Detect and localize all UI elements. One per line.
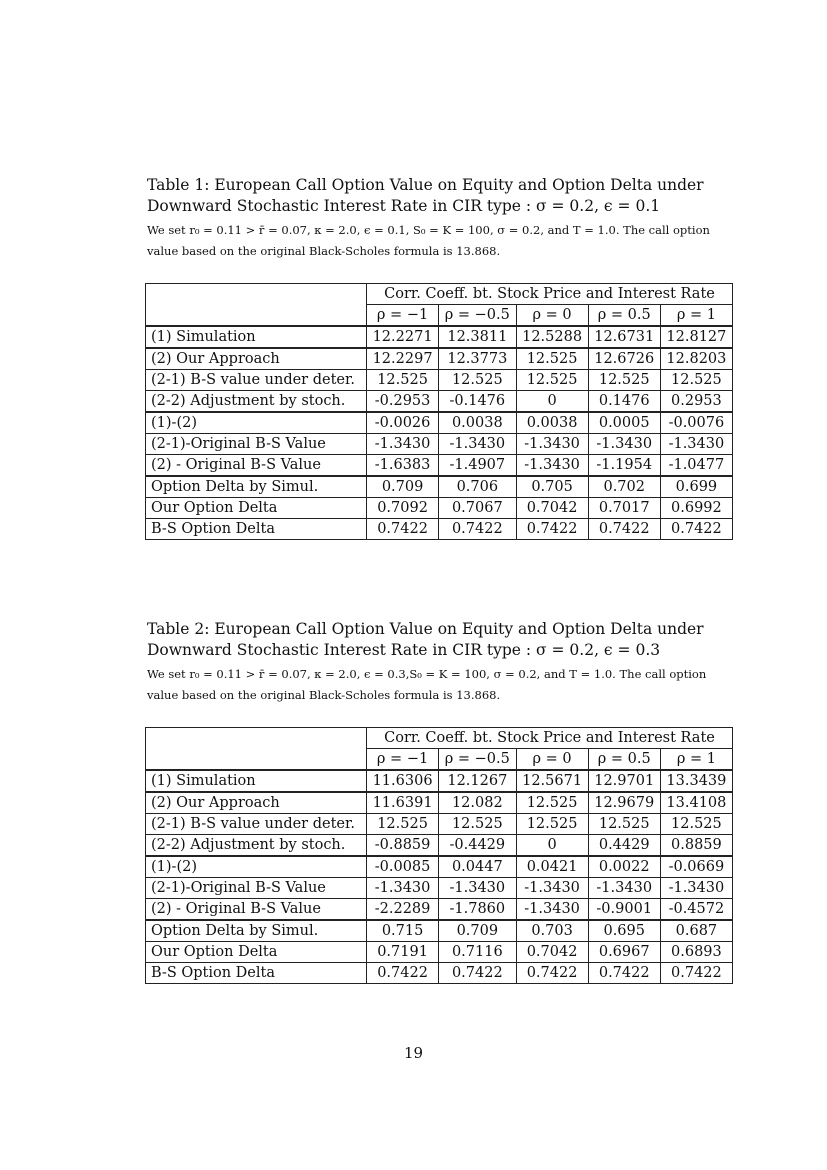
table-2-caption xyxy=(147,619,732,706)
row-label: (2-1) B-S value under deter. xyxy=(146,370,367,391)
table-row xyxy=(146,498,733,519)
value-cell: 12.6731 xyxy=(588,326,660,348)
table-row xyxy=(146,455,733,477)
value-cell: 11.6391 xyxy=(367,792,439,814)
value-cell: 0.7116 xyxy=(439,942,516,963)
value-cell: 0.705 xyxy=(516,476,588,498)
value-cell: 0.0005 xyxy=(588,412,660,434)
value-cell: 13.3439 xyxy=(660,770,732,792)
column-header: ρ = 1 xyxy=(660,305,732,327)
value-cell: -1.6383 xyxy=(367,455,439,477)
group-header: Corr. Coeff. bt. Stock Price and Interest Rate xyxy=(367,284,733,305)
value-cell: -1.7860 xyxy=(439,899,516,921)
value-cell: 12.2271 xyxy=(367,326,439,348)
value-cell: 12.8127 xyxy=(660,326,732,348)
value-cell: 0.7422 xyxy=(439,519,516,540)
value-cell: -1.3430 xyxy=(439,434,516,455)
value-cell: 0.7191 xyxy=(367,942,439,963)
header-empty-cell xyxy=(146,284,367,327)
value-cell: 0.0022 xyxy=(588,856,660,878)
value-cell: 0.7017 xyxy=(588,498,660,519)
value-cell: 0 xyxy=(516,835,588,857)
row-label: Our Option Delta xyxy=(146,942,367,963)
table-row xyxy=(146,963,733,984)
value-cell: -0.0085 xyxy=(367,856,439,878)
value-cell: 0.0421 xyxy=(516,856,588,878)
row-label: Our Option Delta xyxy=(146,498,367,519)
value-cell: 12.525 xyxy=(660,370,732,391)
row-label: (2) - Original B-S Value xyxy=(146,899,367,921)
value-cell: -1.3430 xyxy=(660,878,732,899)
value-cell: 0.7422 xyxy=(660,519,732,540)
table-row xyxy=(146,348,733,370)
value-cell: -0.0669 xyxy=(660,856,732,878)
value-cell: 0.2953 xyxy=(660,391,732,413)
value-cell: 11.6306 xyxy=(367,770,439,792)
value-cell: 12.525 xyxy=(367,814,439,835)
value-cell: 0.709 xyxy=(367,476,439,498)
value-cell: -0.8859 xyxy=(367,835,439,857)
table-row xyxy=(146,391,733,413)
table-row xyxy=(146,326,733,348)
value-cell: 0.7067 xyxy=(439,498,516,519)
column-header: ρ = 0 xyxy=(516,305,588,327)
value-cell: 12.3773 xyxy=(439,348,516,370)
value-cell: 12.525 xyxy=(660,814,732,835)
value-cell: -1.3430 xyxy=(660,434,732,455)
value-cell: 0.7042 xyxy=(516,498,588,519)
row-label: (2) - Original B-S Value xyxy=(146,455,367,477)
row-label: (1) Simulation xyxy=(146,770,367,792)
table-row xyxy=(146,920,733,942)
value-cell: 12.5288 xyxy=(516,326,588,348)
value-cell: 12.3811 xyxy=(439,326,516,348)
row-label: Option Delta by Simul. xyxy=(146,476,367,498)
row-label: (1)-(2) xyxy=(146,856,367,878)
value-cell: -2.2289 xyxy=(367,899,439,921)
value-cell: 12.2297 xyxy=(367,348,439,370)
value-cell: 12.9701 xyxy=(588,770,660,792)
value-cell: -1.4907 xyxy=(439,455,516,477)
value-cell: -0.9001 xyxy=(588,899,660,921)
table-1 xyxy=(145,283,733,540)
value-cell: -1.3430 xyxy=(588,434,660,455)
column-header: ρ = −1 xyxy=(367,305,439,327)
value-cell: -0.0076 xyxy=(660,412,732,434)
column-header: ρ = 0.5 xyxy=(588,749,660,771)
value-cell: 0.7422 xyxy=(588,519,660,540)
row-label: (2-1)-Original B-S Value xyxy=(146,878,367,899)
table-row xyxy=(146,856,733,878)
value-cell: -1.1954 xyxy=(588,455,660,477)
table-header-row xyxy=(146,284,733,305)
value-cell: 0.7422 xyxy=(516,519,588,540)
table-header-row xyxy=(146,728,733,749)
value-cell: -1.3430 xyxy=(367,878,439,899)
value-cell: 0.7422 xyxy=(367,519,439,540)
value-cell: 12.082 xyxy=(439,792,516,814)
value-cell: 12.1267 xyxy=(439,770,516,792)
value-cell: -0.1476 xyxy=(439,391,516,413)
value-cell: 12.525 xyxy=(516,370,588,391)
value-cell: 0.715 xyxy=(367,920,439,942)
value-cell: 12.525 xyxy=(516,814,588,835)
column-header: ρ = 1 xyxy=(660,749,732,771)
value-cell: -0.4572 xyxy=(660,899,732,921)
table-row xyxy=(146,899,733,921)
table-row xyxy=(146,942,733,963)
table-row xyxy=(146,878,733,899)
value-cell: 0.4429 xyxy=(588,835,660,857)
value-cell: 0.709 xyxy=(439,920,516,942)
value-cell: -1.3430 xyxy=(516,878,588,899)
value-cell: 12.525 xyxy=(516,792,588,814)
value-cell: 0.699 xyxy=(660,476,732,498)
table-2-title: Table 2: European Call Option Value on Equity and Option Delta under Downward Stochastic Interest Rate in CIR type : σ = 0.2, ϵ = 0.3 xyxy=(147,620,704,659)
value-cell: 0.695 xyxy=(588,920,660,942)
value-cell: 0.7422 xyxy=(660,963,732,984)
value-cell: 0.0447 xyxy=(439,856,516,878)
table-row xyxy=(146,370,733,391)
table-1-caption xyxy=(147,175,732,262)
column-header: ρ = 0.5 xyxy=(588,305,660,327)
row-label: (1)-(2) xyxy=(146,412,367,434)
value-cell: 0.7042 xyxy=(516,942,588,963)
row-label: (1) Simulation xyxy=(146,326,367,348)
value-cell: 0.7422 xyxy=(367,963,439,984)
table-row xyxy=(146,519,733,540)
value-cell: 12.525 xyxy=(588,814,660,835)
value-cell: 0 xyxy=(516,391,588,413)
value-cell: 12.525 xyxy=(439,814,516,835)
value-cell: 0.7422 xyxy=(439,963,516,984)
page-number: 19 xyxy=(403,1044,424,1062)
group-header: Corr. Coeff. bt. Stock Price and Interest Rate xyxy=(367,728,733,749)
value-cell: 12.525 xyxy=(439,370,516,391)
value-cell: 0.0038 xyxy=(516,412,588,434)
value-cell: 12.525 xyxy=(588,370,660,391)
row-label: B-S Option Delta xyxy=(146,963,367,984)
row-label: (2-2) Adjustment by stoch. xyxy=(146,391,367,413)
value-cell: 12.525 xyxy=(516,348,588,370)
value-cell: -1.3430 xyxy=(588,878,660,899)
value-cell: 0.6992 xyxy=(660,498,732,519)
value-cell: 0.702 xyxy=(588,476,660,498)
column-header: ρ = −0.5 xyxy=(439,305,516,327)
value-cell: 0.706 xyxy=(439,476,516,498)
row-label: Option Delta by Simul. xyxy=(146,920,367,942)
table-row xyxy=(146,412,733,434)
table-2-note: We set r₀ = 0.11 > r̄ = 0.07, κ = 2.0, ϵ = 0.3,S₀ = K = 100, σ = 0.2, and T = 1.0. The call option value based on the original Black-Scholes formula is 13.868. xyxy=(147,667,707,702)
value-cell: 0.8859 xyxy=(660,835,732,857)
row-label: (2-2) Adjustment by stoch. xyxy=(146,835,367,857)
row-label: B-S Option Delta xyxy=(146,519,367,540)
table-row xyxy=(146,835,733,857)
value-cell: -1.3430 xyxy=(439,878,516,899)
value-cell: 0.687 xyxy=(660,920,732,942)
row-label: (2) Our Approach xyxy=(146,792,367,814)
value-cell: 0.0038 xyxy=(439,412,516,434)
row-label: (2-1) B-S value under deter. xyxy=(146,814,367,835)
column-header: ρ = −0.5 xyxy=(439,749,516,771)
value-cell: 0.7092 xyxy=(367,498,439,519)
value-cell: -1.3430 xyxy=(516,434,588,455)
value-cell: -0.4429 xyxy=(439,835,516,857)
value-cell: -0.0026 xyxy=(367,412,439,434)
table-row xyxy=(146,792,733,814)
value-cell: -1.3430 xyxy=(516,899,588,921)
value-cell: 0.1476 xyxy=(588,391,660,413)
table-row xyxy=(146,476,733,498)
column-header: ρ = −1 xyxy=(367,749,439,771)
value-cell: 12.9679 xyxy=(588,792,660,814)
value-cell: 0.703 xyxy=(516,920,588,942)
value-cell: -1.0477 xyxy=(660,455,732,477)
row-label: (2-1)-Original B-S Value xyxy=(146,434,367,455)
table-1-note: We set r₀ = 0.11 > r̄ = 0.07, κ = 2.0, ϵ = 0.1, S₀ = K = 100, σ = 0.2, and T = 1.0. The call option value based on the original Black-Scholes formula is 13.868. xyxy=(147,223,710,258)
value-cell: -1.3430 xyxy=(367,434,439,455)
value-cell: 12.5671 xyxy=(516,770,588,792)
value-cell: 12.8203 xyxy=(660,348,732,370)
table-row xyxy=(146,770,733,792)
value-cell: 12.6726 xyxy=(588,348,660,370)
row-label: (2) Our Approach xyxy=(146,348,367,370)
value-cell: 0.7422 xyxy=(588,963,660,984)
value-cell: 0.6893 xyxy=(660,942,732,963)
value-cell: -1.3430 xyxy=(516,455,588,477)
table-1-title: Table 1: European Call Option Value on Equity and Option Delta under Downward Stochastic Interest Rate in CIR type : σ = 0.2, ϵ = 0.1 xyxy=(147,176,704,215)
value-cell: -0.2953 xyxy=(367,391,439,413)
table-row xyxy=(146,814,733,835)
value-cell: 0.6967 xyxy=(588,942,660,963)
value-cell: 12.525 xyxy=(367,370,439,391)
table-row xyxy=(146,434,733,455)
value-cell: 0.7422 xyxy=(516,963,588,984)
header-empty-cell xyxy=(146,728,367,771)
value-cell: 13.4108 xyxy=(660,792,732,814)
column-header: ρ = 0 xyxy=(516,749,588,771)
table-2 xyxy=(145,727,733,984)
